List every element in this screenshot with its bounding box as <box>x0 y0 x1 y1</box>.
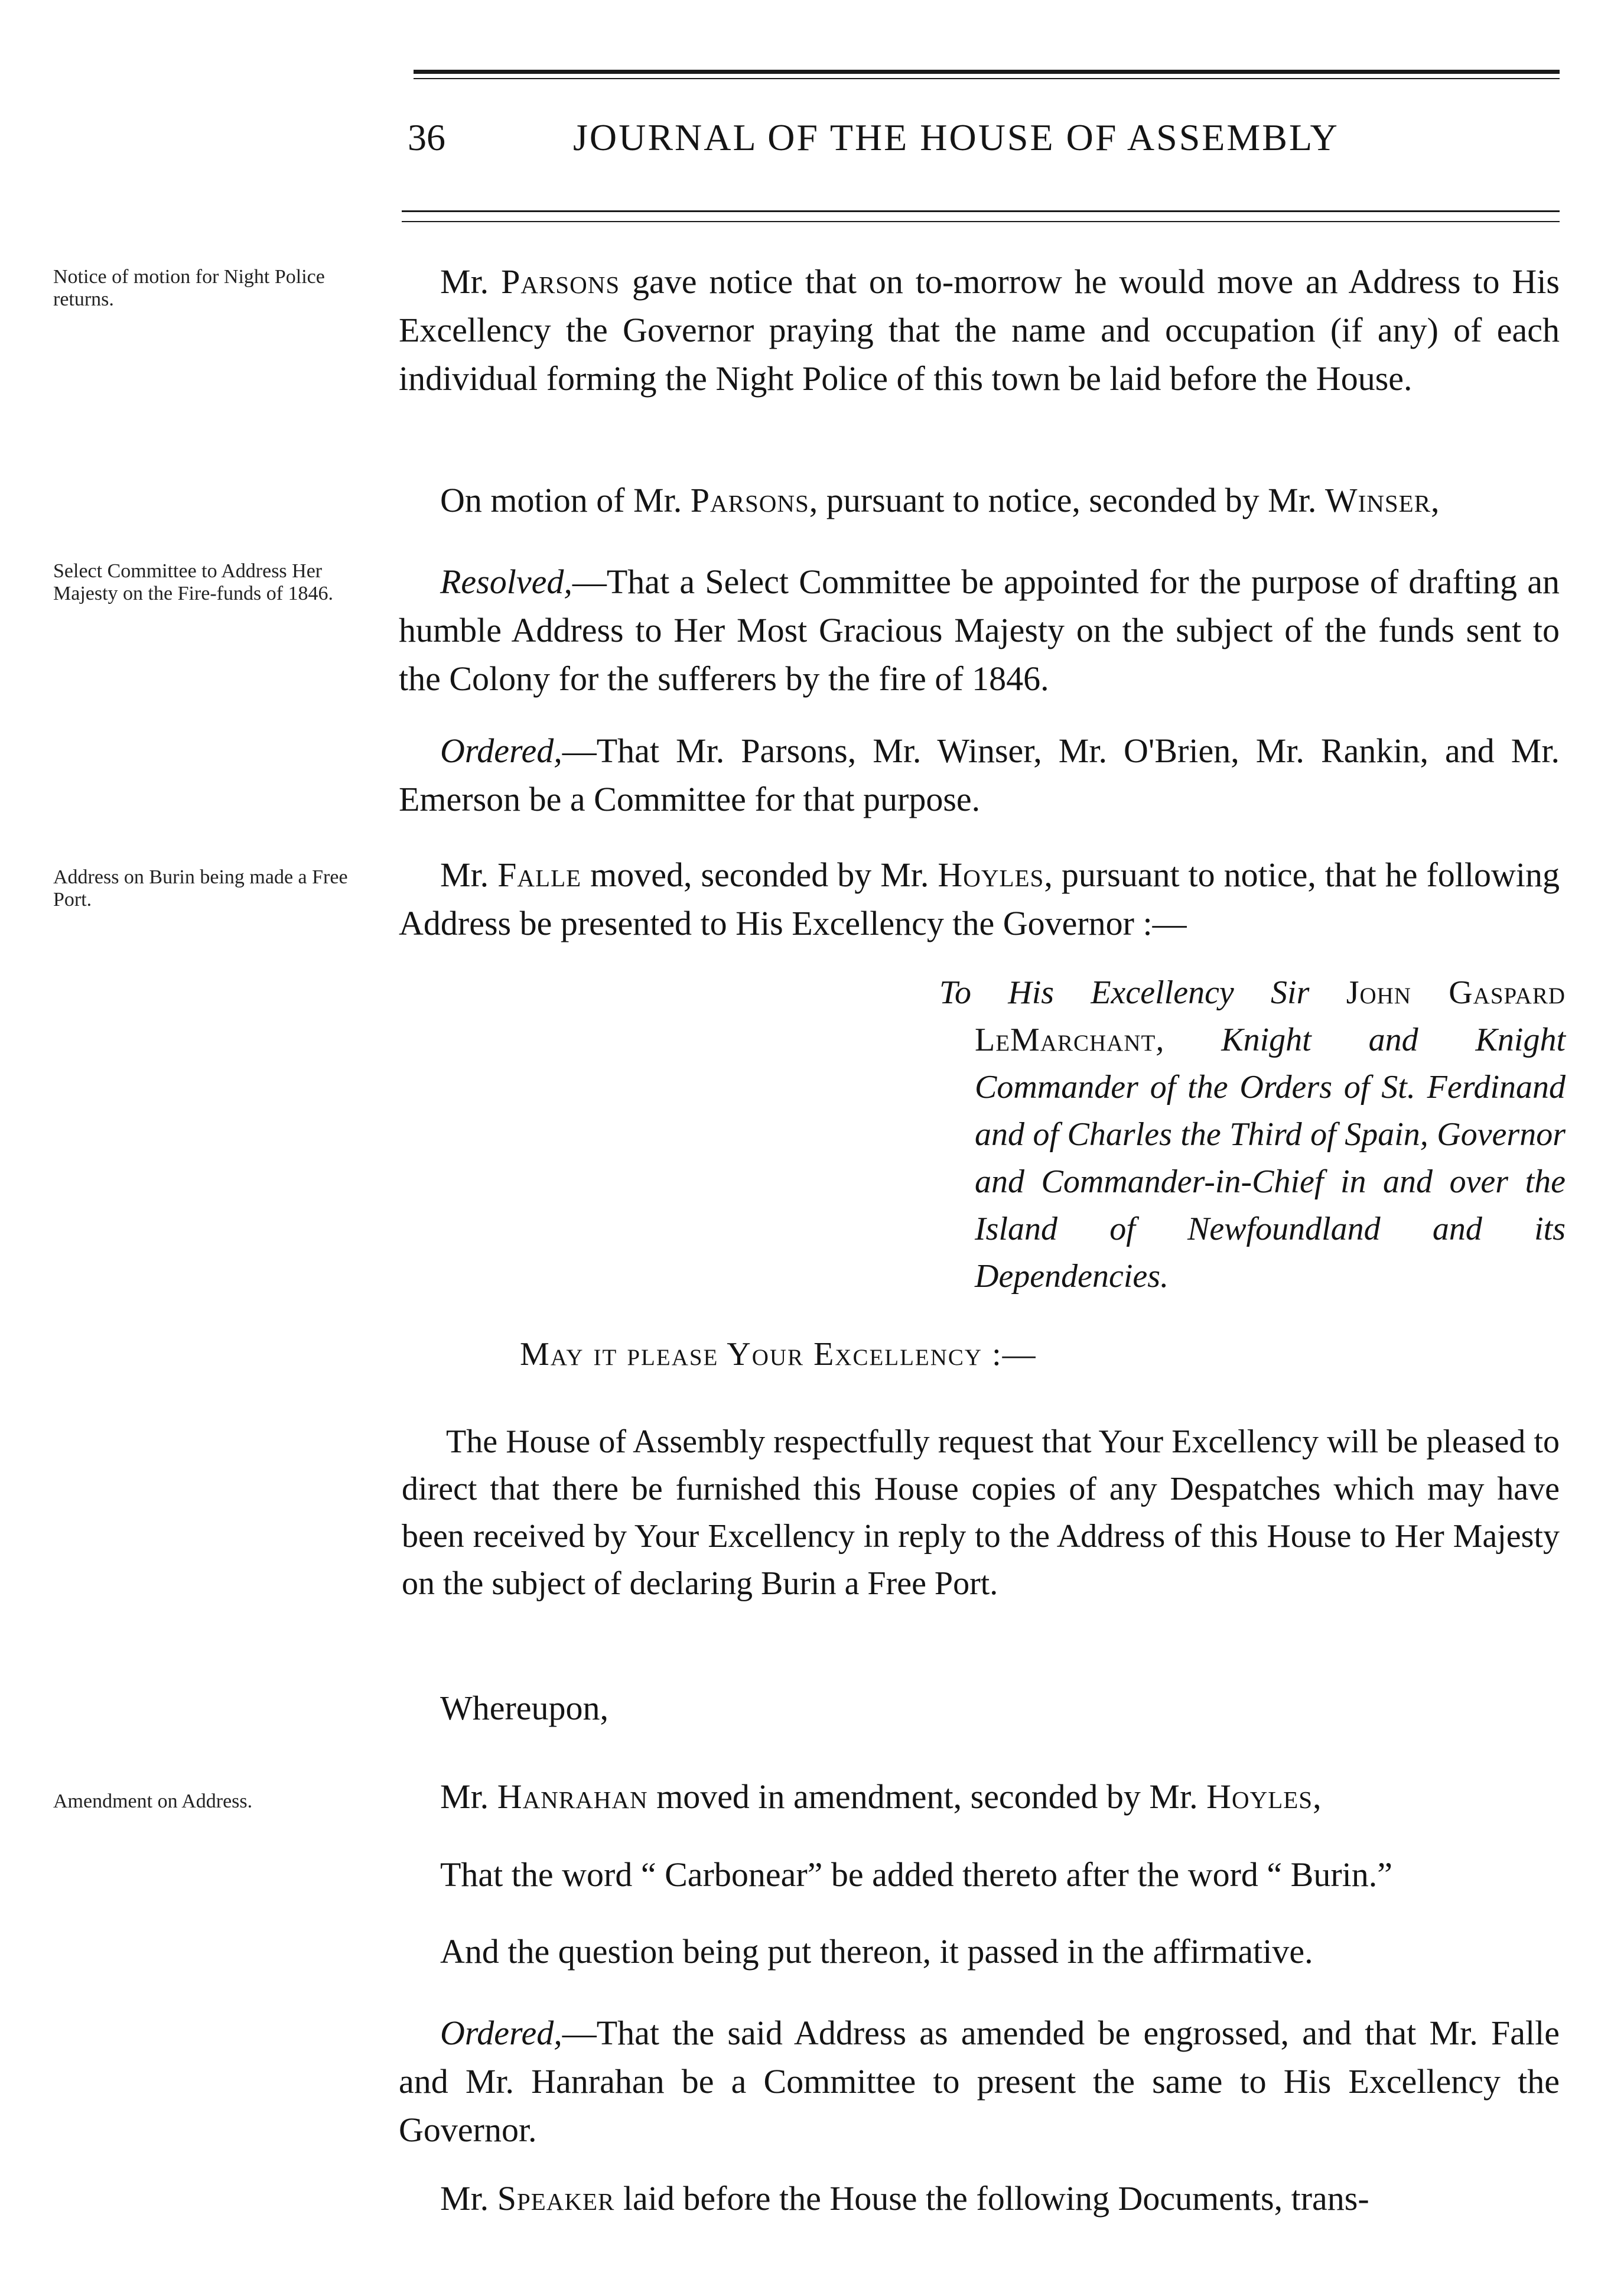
header-rule-thin <box>414 78 1560 79</box>
paragraph-question-passed: And the question being put thereon, it passed in the affirmative. <box>440 1932 1313 1971</box>
member-name: Hoyles <box>938 856 1044 894</box>
margin-note-select-committee: Select Committee to Address Her Majesty on the Fire-funds of 1846. <box>53 560 334 604</box>
paragraph-falle-motion: Mr. Falle moved, seconded by Mr. Hoyles, pursuant to notice, that he following Address be presented to His Excellency the Governor :— <box>399 856 1560 942</box>
member-name: Parsons <box>690 481 809 519</box>
header-rule-lower <box>402 210 1560 212</box>
margin-note-night-police: Notice of motion for Night Police returns. <box>53 266 325 310</box>
governor-name: John Gaspard LeMarchant <box>975 974 1566 1058</box>
member-name: Hoyles <box>1206 1777 1313 1816</box>
paragraph-hanrahan-amendment: Mr. Hanrahan moved in amendment, seconded by Mr. Hoyles, <box>440 1777 1322 1816</box>
paragraph-resolved: Resolved,—That a Select Committee be appointed for the purpose of drafting an humble Address to Her Most Gracious Majesty on the subject of the funds sent to the Colony for the sufferers by the fire of 1846. <box>399 563 1560 698</box>
ordered-lead: Ordered, <box>440 732 562 770</box>
page-number: 36 <box>408 116 445 158</box>
member-name: Parsons <box>501 262 620 301</box>
paragraph-carbonear: That the word “ Carbonear” be added thereto after the word “ Burin.” <box>440 1855 1393 1894</box>
paragraph-speaker-documents: Mr. Speaker laid before the House the following Documents, trans- <box>440 2179 1369 2218</box>
paragraph-parsons-notice: Mr. Parsons gave notice that on to-morrow he would move an Address to His Excellency the Governor praying that the name and occupation (if any) of each individual forming the Night Police of this town be laid before the House. <box>399 262 1560 398</box>
member-name: Winser <box>1324 481 1431 519</box>
address-addressee: To His Excellency Sir John Gaspard LeMarchant, Knight and Knight Commander of the Orders of St. Ferdinand and of Charles the Third of Spain, Governor and Commander-in-Chief in and over the Island of Newfoundland and its Dependencies. <box>939 974 1566 1295</box>
paragraph-ordered-engrossed: Ordered,—That the said Address as amended be engrossed, and that Mr. Falle and Mr. Hanrahan be a Committee to present the same to His Excellency the Governor. <box>399 2014 1560 2149</box>
resolved-lead: Resolved, <box>440 563 572 601</box>
address-salutation: May it please Your Excellency :— <box>520 1336 1037 1373</box>
margin-note-amendment: Amendment on Address. <box>53 1790 253 1812</box>
header-rule-lower-thin <box>402 221 1560 222</box>
member-name: Speaker <box>497 2179 615 2218</box>
paragraph-whereupon: Whereupon, <box>440 1689 609 1727</box>
address-text: The House of Assembly respectfully request that Your Excellency will be pleased to direct that there be furnished this House copies of any Despatches which may have been received by Your Excellency in reply to the Address of this House to Her Majesty on the subject of declaring Burin a Free Port. <box>402 1423 1560 1602</box>
running-title: JOURNAL OF THE HOUSE OF ASSEMBLY <box>573 116 1339 158</box>
member-name: Falle <box>497 856 582 894</box>
paragraph-ordered-committee: Ordered,—That Mr. Parsons, Mr. Winser, Mr. O'Brien, Mr. Rankin, and Mr. Emerson be a Committee for that purpose. <box>399 732 1560 818</box>
ordered-lead: Ordered, <box>440 2014 562 2052</box>
margin-note-burin: Address on Burin being made a Free Port. <box>53 866 348 911</box>
paragraph-on-motion: On motion of Mr. Parsons, pursuant to notice, seconded by Mr. Winser, <box>440 481 1440 519</box>
member-name: Hanrahan <box>497 1777 648 1816</box>
header-rule-thick <box>414 70 1560 74</box>
